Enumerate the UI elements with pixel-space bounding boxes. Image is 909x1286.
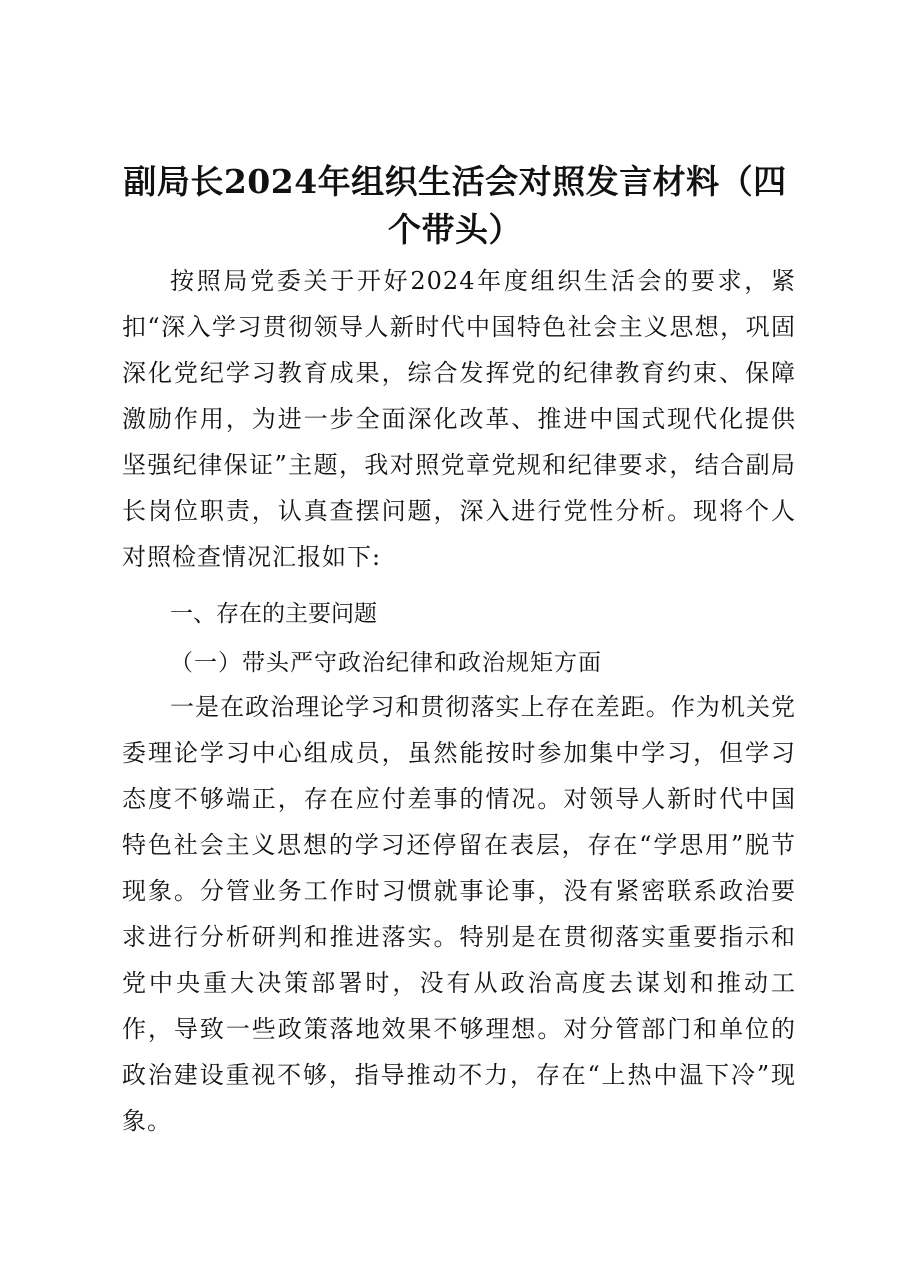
intro-paragraph: 按照局党委关于开好2024年度组织生活会的要求，紧扣“深入学习贯彻领导人新时代中国特色社会主义思想，巩固深化党纪学习教育成果，综合发挥党的纪律教育约束、保障激励作用，为进一步全面深化改革、推进中国式现代化提供坚强纪律保证”主题，我对照党章党规和纪律要求，结合副局长岗位职责，认真查摆问题，深入进行党性分析。现将个人对照检查情况汇报如下:	[122, 267, 796, 571]
subsection-heading: （一）带头严守政治纪律和政治规矩方面	[170, 650, 602, 676]
point-one-paragraph: 一是在政治理论学习和贯彻落实上存在差距。作为机关党委理论学习中心组成员，虽然能按时参加集中学习，但学习态度不够端正，存在应付差事的情况。对领导人新时代中国特色社会主义思想的学习还停留在表层，存在“学思用”脱节现象。分管业务工作时习惯就事论事，没有紧密联系政治要求进行分析研判和推进落实。特别是在贯彻落实重要指示和党中央重大决策部署时，没有从政治高度去谋划和推动工作，导致一些政策落地效果不够理想。对分管部门和单位的政治建设重视不够，指导推动不力，存在“上热中温下冷”现象。	[122, 693, 796, 1135]
document-title: 副局长2024年组织生活会对照发言材料（四个带头）	[123, 162, 787, 249]
section-heading: 一、存在的主要问题	[170, 601, 377, 627]
